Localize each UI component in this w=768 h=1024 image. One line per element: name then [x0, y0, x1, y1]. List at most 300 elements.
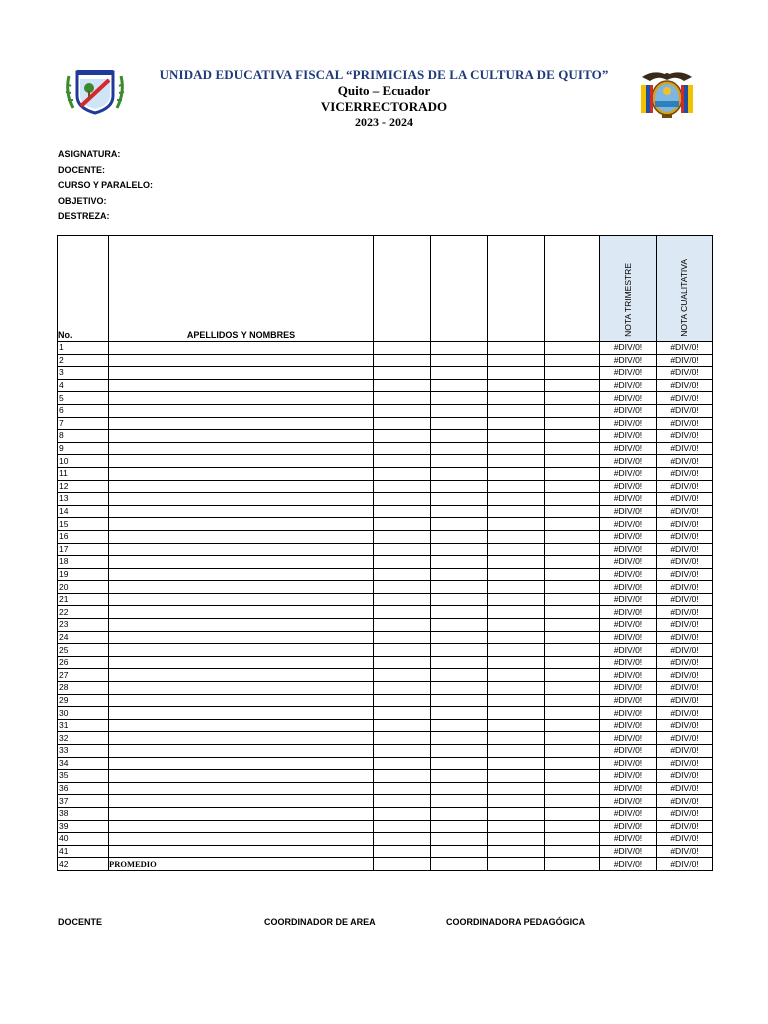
nota-cualitativa-cell: #DIV/0!	[657, 631, 713, 644]
grade-cell	[545, 480, 600, 493]
nota-cualitativa-cell: #DIV/0!	[657, 493, 713, 506]
grade-cell	[488, 404, 545, 417]
row-number: 33	[58, 745, 109, 758]
nota-cualitativa-cell: #DIV/0!	[657, 757, 713, 770]
grade-cell	[488, 530, 545, 543]
header-blank-1	[374, 236, 431, 342]
table-row	[58, 568, 713, 581]
row-number: 27	[58, 669, 109, 682]
grade-cell	[374, 682, 431, 695]
nota-trimestre-cell: #DIV/0!	[600, 392, 657, 405]
nota-trimestre-cell: #DIV/0!	[600, 543, 657, 556]
grade-cell	[374, 404, 431, 417]
nota-cualitativa-cell: #DIV/0!	[657, 367, 713, 380]
nota-cualitativa-cell: #DIV/0!	[657, 820, 713, 833]
student-name-cell	[109, 505, 374, 518]
table-row	[58, 669, 713, 682]
grade-cell	[374, 619, 431, 632]
nota-cualitativa-cell: #DIV/0!	[657, 669, 713, 682]
student-name-cell	[109, 757, 374, 770]
grade-cell	[431, 442, 488, 455]
nota-trimestre-cell: #DIV/0!	[600, 745, 657, 758]
header-blank-4	[545, 236, 600, 342]
nota-cualitativa-cell: #DIV/0!	[657, 467, 713, 480]
grade-cell	[488, 442, 545, 455]
grade-cell	[431, 644, 488, 657]
table-row	[58, 342, 713, 355]
grade-cell	[545, 694, 600, 707]
grade-cell	[374, 745, 431, 758]
table-row	[58, 719, 713, 732]
average-label: PROMEDIO	[109, 858, 374, 871]
row-number: 24	[58, 631, 109, 644]
table-row	[58, 619, 713, 632]
nota-trimestre-cell: #DIV/0!	[600, 367, 657, 380]
table-row	[58, 505, 713, 518]
student-name-cell	[109, 392, 374, 405]
grade-cell	[374, 694, 431, 707]
table-row	[58, 833, 713, 846]
grade-cell	[431, 732, 488, 745]
nota-trimestre-cell: #DIV/0!	[600, 732, 657, 745]
row-number: 22	[58, 606, 109, 619]
nota-trimestre-cell: #DIV/0!	[600, 467, 657, 480]
nota-cualitativa-cell: #DIV/0!	[657, 480, 713, 493]
nota-cualitativa-cell: #DIV/0!	[657, 342, 713, 355]
nota-trimestre-cell: #DIV/0!	[600, 342, 657, 355]
grade-cell	[488, 644, 545, 657]
nota-trimestre-cell: #DIV/0!	[600, 694, 657, 707]
grade-cell	[488, 757, 545, 770]
row-number: 6	[58, 404, 109, 417]
grade-cell	[488, 770, 545, 783]
table-row	[58, 518, 713, 531]
grade-cell	[374, 845, 431, 858]
grade-cell	[545, 404, 600, 417]
student-name-cell	[109, 770, 374, 783]
grade-cell	[374, 342, 431, 355]
nota-cualitativa-cell: #DIV/0!	[657, 379, 713, 392]
school-year: 2023 - 2024	[355, 115, 413, 129]
header-names: APELLIDOS Y NOMBRES	[109, 236, 374, 342]
grade-cell	[431, 581, 488, 594]
grade-cell	[431, 682, 488, 695]
grade-cell	[431, 807, 488, 820]
grade-cell	[374, 644, 431, 657]
nota-trimestre-cell: #DIV/0!	[600, 631, 657, 644]
grade-cell	[488, 669, 545, 682]
grade-cell	[431, 342, 488, 355]
grade-cell	[374, 707, 431, 720]
student-name-cell	[109, 682, 374, 695]
grade-cell	[545, 543, 600, 556]
row-number: 16	[58, 530, 109, 543]
table-row	[58, 493, 713, 506]
grade-cell	[545, 430, 600, 443]
nota-cualitativa-cell: #DIV/0!	[657, 745, 713, 758]
grade-cell	[431, 745, 488, 758]
table-row	[58, 442, 713, 455]
grade-cell	[545, 719, 600, 732]
student-name-cell	[109, 455, 374, 468]
grade-cell	[374, 480, 431, 493]
nota-cualitativa-cell: #DIV/0!	[657, 782, 713, 795]
grade-cell	[374, 505, 431, 518]
grade-cell	[374, 379, 431, 392]
nota-cualitativa-cell: #DIV/0!	[657, 807, 713, 820]
nota-cualitativa-cell: #DIV/0!	[657, 543, 713, 556]
table-row	[58, 543, 713, 556]
header-blank-2	[431, 236, 488, 342]
grade-cell	[431, 430, 488, 443]
student-name-cell	[109, 518, 374, 531]
footer-coordinador-area: COORDINADOR DE AREA	[264, 917, 376, 927]
grade-cell	[545, 820, 600, 833]
student-name-cell	[109, 430, 374, 443]
student-name-cell	[109, 581, 374, 594]
grade-cell	[431, 757, 488, 770]
nota-trimestre-cell: #DIV/0!	[600, 795, 657, 808]
table-row	[58, 644, 713, 657]
coat-of-arms-icon	[638, 67, 696, 121]
grade-cell	[545, 518, 600, 531]
student-name-cell	[109, 732, 374, 745]
grade-cell	[488, 795, 545, 808]
student-name-cell	[109, 631, 374, 644]
grade-cell	[545, 392, 600, 405]
row-number: 14	[58, 505, 109, 518]
student-name-cell	[109, 845, 374, 858]
grade-cell	[488, 417, 545, 430]
row-number: 5	[58, 392, 109, 405]
grade-cell	[431, 417, 488, 430]
grade-cell	[545, 807, 600, 820]
grade-cell	[374, 858, 431, 871]
grade-cell	[545, 619, 600, 632]
grade-cell	[374, 467, 431, 480]
grade-cell	[545, 770, 600, 783]
department-line: VICERRECTORADO	[320, 99, 448, 114]
row-number: 18	[58, 556, 109, 569]
footer-coordinadora-pedagogica: COORDINADORA PEDAGÓGICA	[446, 917, 586, 927]
grade-cell	[374, 795, 431, 808]
grade-cell	[488, 631, 545, 644]
row-number: 30	[58, 707, 109, 720]
student-name-cell	[109, 467, 374, 480]
grade-cell	[374, 568, 431, 581]
grade-cell	[545, 568, 600, 581]
table-row	[58, 593, 713, 606]
nota-cualitativa-cell: #DIV/0!	[657, 430, 713, 443]
nota-cualitativa-cell: #DIV/0!	[657, 719, 713, 732]
grade-cell	[488, 593, 545, 606]
student-name-cell	[109, 656, 374, 669]
nota-cualitativa-cell: #DIV/0!	[657, 568, 713, 581]
row-number: 40	[58, 833, 109, 846]
nota-cualitativa-cell: #DIV/0!	[657, 682, 713, 695]
table-row	[58, 379, 713, 392]
nota-cualitativa-cell: #DIV/0!	[657, 392, 713, 405]
student-name-cell	[109, 342, 374, 355]
grade-cell	[545, 833, 600, 846]
grade-cell	[431, 795, 488, 808]
grade-cell	[488, 455, 545, 468]
nota-cualitativa-cell: #DIV/0!	[657, 770, 713, 783]
row-number: 8	[58, 430, 109, 443]
student-name-cell	[109, 442, 374, 455]
grade-cell	[431, 379, 488, 392]
row-number: 11	[58, 467, 109, 480]
nota-trimestre-cell: #DIV/0!	[600, 833, 657, 846]
grade-cell	[545, 656, 600, 669]
grade-cell	[545, 493, 600, 506]
grade-cell	[431, 455, 488, 468]
grade-cell	[488, 556, 545, 569]
row-number: 10	[58, 455, 109, 468]
nota-trimestre-cell: #DIV/0!	[600, 505, 657, 518]
grade-cell	[545, 581, 600, 594]
grade-cell	[488, 379, 545, 392]
student-name-cell	[109, 795, 374, 808]
grade-cell	[431, 719, 488, 732]
grade-cell	[488, 858, 545, 871]
nota-cualitativa-cell: #DIV/0!	[657, 795, 713, 808]
grade-cell	[374, 518, 431, 531]
grades-table	[57, 235, 713, 871]
nota-trimestre-cell: #DIV/0!	[600, 644, 657, 657]
grade-cell	[431, 782, 488, 795]
grade-cell	[488, 430, 545, 443]
grade-cell	[431, 707, 488, 720]
nota-trimestre-cell: #DIV/0!	[600, 757, 657, 770]
nota-trimestre-cell: #DIV/0!	[600, 619, 657, 632]
grade-cell	[488, 467, 545, 480]
grade-cell	[431, 619, 488, 632]
grade-cell	[545, 379, 600, 392]
row-number: 34	[58, 757, 109, 770]
grade-cell	[431, 367, 488, 380]
nota-cualitativa-cell: #DIV/0!	[657, 845, 713, 858]
student-name-cell	[109, 644, 374, 657]
nota-cualitativa-cell: #DIV/0!	[657, 404, 713, 417]
grade-cell	[488, 543, 545, 556]
grade-cell	[488, 682, 545, 695]
table-row	[58, 782, 713, 795]
grade-cell	[488, 694, 545, 707]
grade-cell	[374, 417, 431, 430]
grade-cell	[545, 606, 600, 619]
row-number: 4	[58, 379, 109, 392]
header-no: No.	[58, 236, 109, 342]
grade-cell	[545, 417, 600, 430]
grade-cell	[374, 606, 431, 619]
student-name-cell	[109, 556, 374, 569]
grade-cell	[431, 833, 488, 846]
grade-cell	[488, 392, 545, 405]
nota-trimestre-cell: #DIV/0!	[600, 493, 657, 506]
grade-cell	[431, 631, 488, 644]
table-row	[58, 656, 713, 669]
grade-cell	[374, 455, 431, 468]
footer-docente: DOCENTE	[58, 917, 103, 927]
grade-cell	[374, 631, 431, 644]
grade-cell	[488, 745, 545, 758]
table-row	[58, 858, 713, 871]
nota-trimestre-cell: #DIV/0!	[600, 455, 657, 468]
table-row	[58, 845, 713, 858]
row-number: 37	[58, 795, 109, 808]
grade-cell	[374, 367, 431, 380]
grade-cell	[374, 732, 431, 745]
form-fields	[58, 147, 153, 225]
grade-cell	[431, 606, 488, 619]
nota-cualitativa-cell: #DIV/0!	[657, 858, 713, 871]
grade-cell	[545, 593, 600, 606]
student-name-cell	[109, 593, 374, 606]
nota-cualitativa-cell: #DIV/0!	[657, 732, 713, 745]
grade-cell	[431, 467, 488, 480]
grade-cell	[431, 858, 488, 871]
grade-cell	[374, 354, 431, 367]
row-number: 28	[58, 682, 109, 695]
grade-cell	[488, 719, 545, 732]
grade-cell	[374, 782, 431, 795]
grade-cell	[431, 656, 488, 669]
student-name-cell	[109, 606, 374, 619]
table-row	[58, 820, 713, 833]
nota-trimestre-cell: #DIV/0!	[600, 669, 657, 682]
student-name-cell	[109, 354, 374, 367]
row-number: 32	[58, 732, 109, 745]
grade-cell	[374, 593, 431, 606]
grade-cell	[545, 782, 600, 795]
row-number: 2	[58, 354, 109, 367]
grade-cell	[545, 644, 600, 657]
nota-trimestre-label: NOTA TRIMESTRE	[622, 263, 633, 337]
student-name-cell	[109, 694, 374, 707]
row-number: 26	[58, 656, 109, 669]
grade-cell	[374, 442, 431, 455]
nota-trimestre-cell: #DIV/0!	[600, 530, 657, 543]
nota-trimestre-cell: #DIV/0!	[600, 417, 657, 430]
nota-cualitativa-cell: #DIV/0!	[657, 619, 713, 632]
table-row	[58, 631, 713, 644]
grade-cell	[545, 707, 600, 720]
nota-trimestre-cell: #DIV/0!	[600, 606, 657, 619]
grade-cell	[431, 530, 488, 543]
grade-cell	[488, 707, 545, 720]
nota-trimestre-cell: #DIV/0!	[600, 807, 657, 820]
table-row	[58, 707, 713, 720]
grade-cell	[545, 858, 600, 871]
student-name-cell	[109, 480, 374, 493]
grade-cell	[545, 505, 600, 518]
header-blank-3	[488, 236, 545, 342]
grade-cell	[545, 455, 600, 468]
row-number: 23	[58, 619, 109, 632]
row-number: 20	[58, 581, 109, 594]
student-name-cell	[109, 745, 374, 758]
nota-trimestre-cell: #DIV/0!	[600, 442, 657, 455]
student-name-cell	[109, 719, 374, 732]
nota-cualitativa-cell: #DIV/0!	[657, 707, 713, 720]
row-number: 3	[58, 367, 109, 380]
grade-cell	[431, 556, 488, 569]
student-name-cell	[109, 404, 374, 417]
nota-trimestre-cell: #DIV/0!	[600, 480, 657, 493]
nota-trimestre-cell: #DIV/0!	[600, 556, 657, 569]
nota-cualitativa-cell: #DIV/0!	[657, 694, 713, 707]
grade-cell	[545, 530, 600, 543]
field-asignatura: ASIGNATURA:	[58, 149, 121, 159]
grade-cell	[545, 631, 600, 644]
grade-cell	[488, 833, 545, 846]
school-logo-icon	[63, 66, 127, 116]
nota-trimestre-cell: #DIV/0!	[600, 379, 657, 392]
grade-cell	[545, 745, 600, 758]
field-docente: DOCENTE:	[58, 164, 105, 175]
grade-cell	[374, 820, 431, 833]
nota-cualitativa-cell: #DIV/0!	[657, 518, 713, 531]
table-row	[58, 770, 713, 783]
grade-cell	[488, 656, 545, 669]
row-number: 17	[58, 543, 109, 556]
nota-trimestre-cell: #DIV/0!	[600, 568, 657, 581]
nota-cualitativa-cell: #DIV/0!	[657, 505, 713, 518]
student-name-cell	[109, 669, 374, 682]
table-row	[58, 795, 713, 808]
student-name-cell	[109, 820, 374, 833]
table-row	[58, 745, 713, 758]
grade-cell	[488, 480, 545, 493]
table-row	[58, 467, 713, 480]
grade-cell	[545, 467, 600, 480]
grade-cell	[488, 342, 545, 355]
student-name-cell	[109, 379, 374, 392]
grade-cell	[374, 719, 431, 732]
nota-cualitativa-cell: #DIV/0!	[657, 593, 713, 606]
nota-cualitativa-cell: #DIV/0!	[657, 656, 713, 669]
field-destreza: DESTREZA:	[58, 211, 110, 221]
nota-cualitativa-cell: #DIV/0!	[657, 581, 713, 594]
grade-cell	[374, 833, 431, 846]
row-number: 25	[58, 644, 109, 657]
grade-cell	[545, 757, 600, 770]
row-number: 41	[58, 845, 109, 858]
nota-cualitativa-cell: #DIV/0!	[657, 417, 713, 430]
grade-cell	[488, 581, 545, 594]
table-row	[58, 694, 713, 707]
row-number: 29	[58, 694, 109, 707]
grade-cell	[545, 795, 600, 808]
nota-cualitativa-label: NOTA CUALITATIVA	[679, 259, 689, 337]
grade-cell	[545, 669, 600, 682]
student-name-cell	[109, 619, 374, 632]
grade-cell	[545, 682, 600, 695]
nota-trimestre-cell: #DIV/0!	[600, 593, 657, 606]
row-number: 9	[58, 442, 109, 455]
table-row	[58, 430, 713, 443]
grade-cell	[488, 505, 545, 518]
nota-cualitativa-cell: #DIV/0!	[657, 442, 713, 455]
table-row	[58, 455, 713, 468]
grade-cell	[431, 593, 488, 606]
row-number: 36	[58, 782, 109, 795]
grade-cell	[431, 404, 488, 417]
header-nota-cualitativa	[657, 236, 713, 342]
grade-cell	[488, 807, 545, 820]
nota-trimestre-cell: #DIV/0!	[600, 581, 657, 594]
